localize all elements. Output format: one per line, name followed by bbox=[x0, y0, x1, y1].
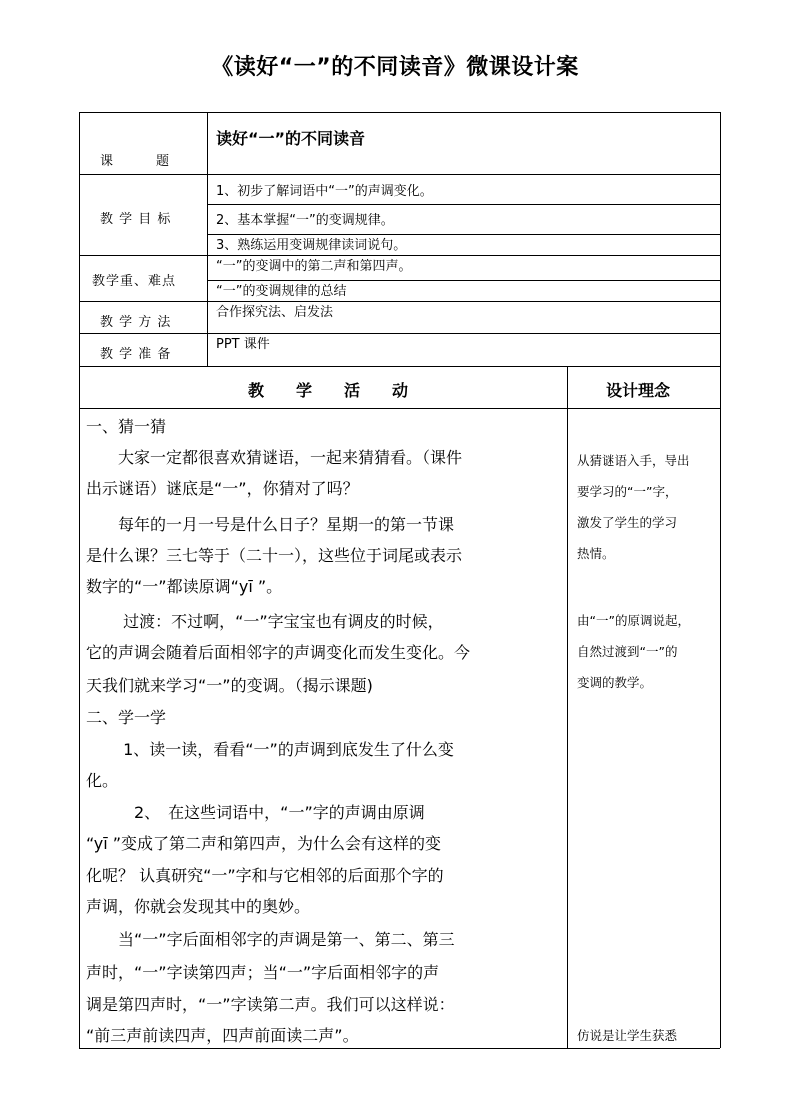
prep-value: PPT 课件 bbox=[216, 337, 270, 352]
goal-label: 教 学 目 标 bbox=[100, 212, 172, 227]
activity-line: 当“一”字后面相邻字的声调是第一、第二、第三 bbox=[86, 930, 455, 949]
concept-note-line: 仿说是让学生获悉 bbox=[577, 1028, 678, 1043]
activity-line: 它的声调会随着后面相邻字的声调变化而发生变化。今 bbox=[86, 643, 471, 662]
activity-header: 教 学 活 动 bbox=[248, 381, 409, 400]
concept-note-line: 自然过渡到“一”的 bbox=[577, 644, 678, 659]
prep-label: 教 学 准 备 bbox=[100, 347, 172, 362]
activity-line: 一、猜一猜 bbox=[86, 417, 167, 436]
activity-line: 化呢？ 认真研究“一”字和与它相邻的后面那个字的 bbox=[86, 866, 444, 885]
activity-line: 调是第四声时，“一”字读第二声。我们可以这样说： bbox=[86, 995, 455, 1014]
goal-item-1: 1、初步了解词语中“一”的声调变化。 bbox=[216, 184, 433, 199]
concept-header: 设计理念 bbox=[606, 381, 671, 400]
activity-line: 2、 在这些词语中，“一”字的声调由原调 bbox=[86, 803, 425, 822]
concept-note-line: 要学习的“一”字， bbox=[577, 484, 678, 499]
activity-line: 天我们就来学习“一”的变调。（揭示课题) bbox=[86, 676, 373, 695]
concept-note-line: 由“一”的原调说起， bbox=[577, 613, 690, 628]
goal-item-3: 3、熟练运用变调规律读词说句。 bbox=[216, 238, 407, 253]
activity-line: 是什么课？三七等于（二十一），这些位于词尾或表示 bbox=[86, 546, 463, 565]
activity-line: 每年的一月一号是什么日子？星期一的第一节课 bbox=[86, 515, 455, 534]
method-value: 合作探究法、启发法 bbox=[216, 305, 334, 320]
activity-line: “前三声前读四声，四声前面读二声”。 bbox=[86, 1026, 359, 1045]
concept-note-line: 热情。 bbox=[577, 546, 615, 561]
method-label: 教 学 方 法 bbox=[100, 315, 172, 330]
concept-note-line: 激发了学生的学习 bbox=[577, 515, 678, 530]
key-point-1: “一”的变调中的第二声和第四声。 bbox=[216, 259, 412, 274]
activity-line: 化。 bbox=[86, 771, 119, 790]
activity-line: 1、读一读，看看“一”的声调到底发生了什么变 bbox=[86, 740, 454, 759]
activity-line: 大家一定都很喜欢猜谜语，一起来猜猜看。（课件 bbox=[86, 448, 463, 467]
concept-note-line: 从猜谜语入手，导出 bbox=[577, 453, 690, 468]
activity-line: 二、学一学 bbox=[86, 708, 167, 727]
topic-label: 课 题 bbox=[100, 154, 171, 169]
goal-item-2: 2、基本掌握“一”的变调规律。 bbox=[216, 213, 394, 228]
key-points-label: 教学重、难点 bbox=[92, 274, 177, 289]
topic-value: 读好“一”的不同读音 bbox=[216, 129, 366, 148]
activity-line: 声时，“一”字读第四声；当“一”字后面相邻字的声 bbox=[86, 963, 440, 982]
activity-line: 声调，你就会发现其中的奥妙。 bbox=[86, 897, 311, 916]
activity-line: 出示谜语）谜底是“一”，你猜对了吗？ bbox=[86, 479, 359, 498]
activity-line: “yī ”变成了第二声和第四声，为什么会有这样的变 bbox=[86, 834, 442, 853]
concept-note-line: 变调的教学。 bbox=[577, 675, 653, 690]
document-title: 《读好“一”的不同读音》微课设计案 bbox=[211, 55, 579, 80]
activity-line: 过渡：不过啊，“一”字宝宝也有调皮的时候， bbox=[86, 612, 444, 631]
key-point-2: “一”的变调规律的总结 bbox=[216, 284, 347, 299]
activity-line: 数字的“一”都读原调“yī ”。 bbox=[86, 577, 283, 596]
